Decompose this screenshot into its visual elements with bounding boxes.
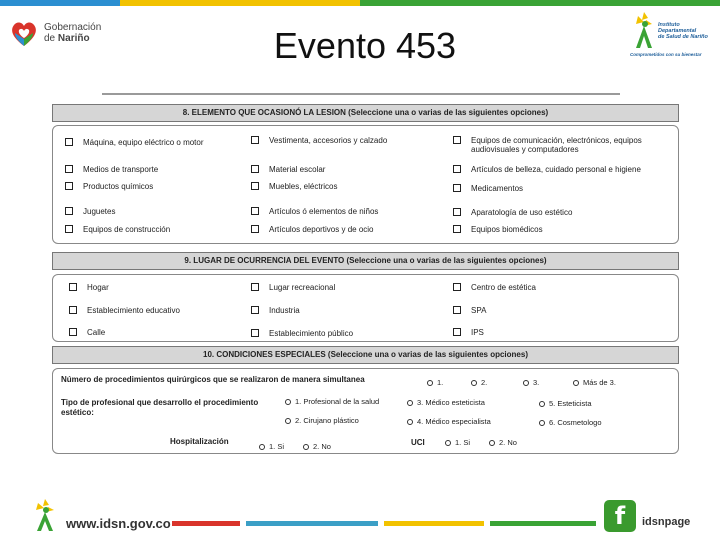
checkbox[interactable]	[251, 225, 259, 233]
checkbox[interactable]	[251, 207, 259, 215]
top-bar-blue	[0, 0, 120, 6]
s9-opt-spa[interactable]: SPA	[453, 306, 653, 315]
footer-idsn-figure-icon	[32, 498, 62, 532]
radio-button[interactable]	[573, 380, 579, 386]
checkbox[interactable]	[251, 136, 259, 144]
s8-opt-deportivos[interactable]: Artículos deportivos y de ocio	[251, 225, 441, 234]
s8-opt-material-escolar[interactable]: Material escolar	[251, 165, 441, 174]
s9-opt-calle[interactable]: Calle	[69, 328, 239, 337]
checkbox[interactable]	[251, 165, 259, 173]
radio-button[interactable]	[285, 399, 291, 405]
checkbox[interactable]	[69, 306, 77, 314]
s9-opt-educativo[interactable]: Establecimiento educativo	[69, 306, 239, 315]
radio-button[interactable]	[471, 380, 477, 386]
hospitalizacion-label: Hospitalización	[170, 437, 229, 446]
footer-website-link[interactable]: www.idsn.gov.co	[66, 516, 171, 531]
s9-opt-industria[interactable]: Industria	[251, 306, 441, 315]
top-bar-yellow	[120, 0, 360, 6]
top-color-bar	[0, 0, 720, 6]
checkbox[interactable]	[65, 138, 73, 146]
s9-opt-publico[interactable]: Establecimiento público	[251, 329, 441, 338]
prof-opt-2[interactable]: 2. Cirujano plástico	[285, 416, 359, 425]
checkbox[interactable]	[251, 283, 259, 291]
checkbox[interactable]	[69, 283, 77, 291]
top-rule	[102, 93, 620, 95]
procedures-opt-2[interactable]: 2.	[471, 378, 487, 387]
checkbox[interactable]	[453, 184, 461, 192]
checkbox[interactable]	[69, 328, 77, 336]
hosp-opt-si[interactable]: 1. Si	[259, 442, 284, 451]
s8-opt-juguetes[interactable]: Juguetes	[65, 207, 240, 216]
checkbox[interactable]	[251, 329, 259, 337]
idsn-line2: Departamental	[658, 28, 697, 34]
gobernacion-logo	[8, 16, 118, 50]
section8-box	[52, 125, 679, 244]
s8-opt-medicamentos[interactable]: Medicamentos	[453, 184, 675, 193]
footer-bar-blue	[246, 521, 378, 526]
idsn-motto: Comprometidos con su bienestar	[630, 52, 702, 57]
idsn-line1: Instituto	[658, 22, 680, 28]
prof-opt-3[interactable]: 3. Médico esteticista	[407, 398, 485, 407]
idsn-line3: de Salud de Nariño	[658, 34, 708, 40]
s8-opt-maquina[interactable]: Máquina, equipo eléctrico o motor	[65, 138, 240, 147]
facebook-page-link[interactable]: idsnpage	[642, 516, 691, 528]
procedures-opt-3[interactable]: 3.	[523, 378, 539, 387]
checkbox[interactable]	[453, 225, 461, 233]
facebook-icon[interactable]: f	[604, 500, 636, 532]
uci-opt-si[interactable]: 1. Si	[445, 438, 470, 447]
checkbox[interactable]	[453, 136, 461, 144]
section10-box	[52, 368, 679, 454]
s8-opt-ninos[interactable]: Artículos ó elementos de niños	[251, 207, 441, 216]
s9-opt-hogar[interactable]: Hogar	[69, 283, 239, 292]
form-document	[52, 90, 682, 458]
s8-opt-vestimenta[interactable]: Vestimenta, accesorios y calzado	[251, 136, 441, 145]
radio-button[interactable]	[407, 419, 413, 425]
s8-opt-construccion[interactable]: Equipos de construcción	[65, 225, 240, 234]
logo-line2-prefix: de	[44, 33, 58, 44]
checkbox[interactable]	[453, 283, 461, 291]
radio-button[interactable]	[259, 444, 265, 450]
radio-button[interactable]	[539, 401, 545, 407]
s8-opt-belleza[interactable]: Artículos de belleza, cuidado personal e higiene	[453, 165, 675, 174]
s9-opt-ips[interactable]: IPS	[453, 328, 653, 337]
radio-button[interactable]	[489, 440, 495, 446]
footer-bar-yellow	[384, 521, 484, 526]
uci-label: UCI	[411, 438, 425, 447]
procedures-opt-1[interactable]: 1.	[427, 378, 443, 387]
radio-button[interactable]	[445, 440, 451, 446]
s8-opt-quimicos[interactable]: Productos químicos	[65, 182, 240, 191]
checkbox[interactable]	[65, 182, 73, 190]
logo-line2-bold: Nariño	[57, 33, 90, 44]
checkbox[interactable]	[453, 306, 461, 314]
section10-header: 10. CONDICIONES ESPECIALES (Seleccione una o varias de las siguientes opciones)	[52, 346, 679, 364]
top-bar-green	[360, 0, 720, 6]
procedures-label: Número de procedimientos quirúrgicos que se realizaron de manera simultanea	[61, 375, 365, 384]
s8-opt-aparatologia[interactable]: Aparatología de uso estético	[453, 208, 675, 217]
radio-button[interactable]	[303, 444, 309, 450]
radio-button[interactable]	[539, 420, 545, 426]
checkbox[interactable]	[65, 207, 73, 215]
professional-label-2: estético:	[61, 408, 94, 417]
idsn-figure-icon	[630, 10, 660, 50]
checkbox[interactable]	[251, 306, 259, 314]
radio-button[interactable]	[285, 418, 291, 424]
s9-opt-recreacional[interactable]: Lugar recreacional	[251, 283, 441, 292]
heart-logo-icon	[8, 17, 40, 49]
radio-button[interactable]	[407, 400, 413, 406]
slide-title: Evento 453	[273, 25, 457, 66]
prof-opt-5[interactable]: 5. Esteticista	[539, 399, 592, 408]
s9-opt-estetica[interactable]: Centro de estética	[453, 283, 653, 292]
idsn-logo	[628, 10, 716, 60]
s8-opt-equipos-comunicacion[interactable]: Equipos de comunicación, electrónicos, equipos audiovisuales y computadores	[453, 136, 675, 154]
section8-header: 8. ELEMENTO QUE OCASIONÓ LA LESION (Seleccione una o varias de las siguientes opciones)	[52, 104, 679, 122]
s8-opt-biomedicos[interactable]: Equipos biomédicos	[453, 225, 675, 234]
checkbox[interactable]	[65, 165, 73, 173]
footer-bar-red	[172, 521, 240, 526]
checkbox[interactable]	[251, 182, 259, 190]
checkbox[interactable]	[453, 208, 461, 216]
checkbox[interactable]	[453, 165, 461, 173]
section9-header: 9. LUGAR DE OCURRENCIA DEL EVENTO (Seleccione una o varias de las siguientes opciones)	[52, 252, 679, 270]
footer-bar-green	[490, 521, 596, 526]
checkbox[interactable]	[453, 328, 461, 336]
hosp-opt-no[interactable]: 2. No	[303, 442, 331, 451]
section9-box	[52, 274, 679, 342]
s8-opt-muebles[interactable]: Muebles, eléctricos	[251, 182, 441, 191]
prof-opt-6[interactable]: 6. Cosmetologo	[539, 418, 602, 427]
uci-opt-no[interactable]: 2. No	[489, 438, 517, 447]
prof-opt-1[interactable]: 1. Profesional de la salud	[285, 397, 379, 406]
radio-button[interactable]	[427, 380, 433, 386]
procedures-opt-more[interactable]: Más de 3.	[573, 378, 616, 387]
radio-button[interactable]	[523, 380, 529, 386]
s8-opt-transporte[interactable]: Medios de transporte	[65, 165, 240, 174]
prof-opt-4[interactable]: 4. Médico especialista	[407, 417, 491, 426]
logo-line1: Gobernación	[44, 22, 102, 33]
professional-label-1: Tipo de profesional que desarrollo el procedimiento	[61, 398, 259, 407]
checkbox[interactable]	[65, 225, 73, 233]
